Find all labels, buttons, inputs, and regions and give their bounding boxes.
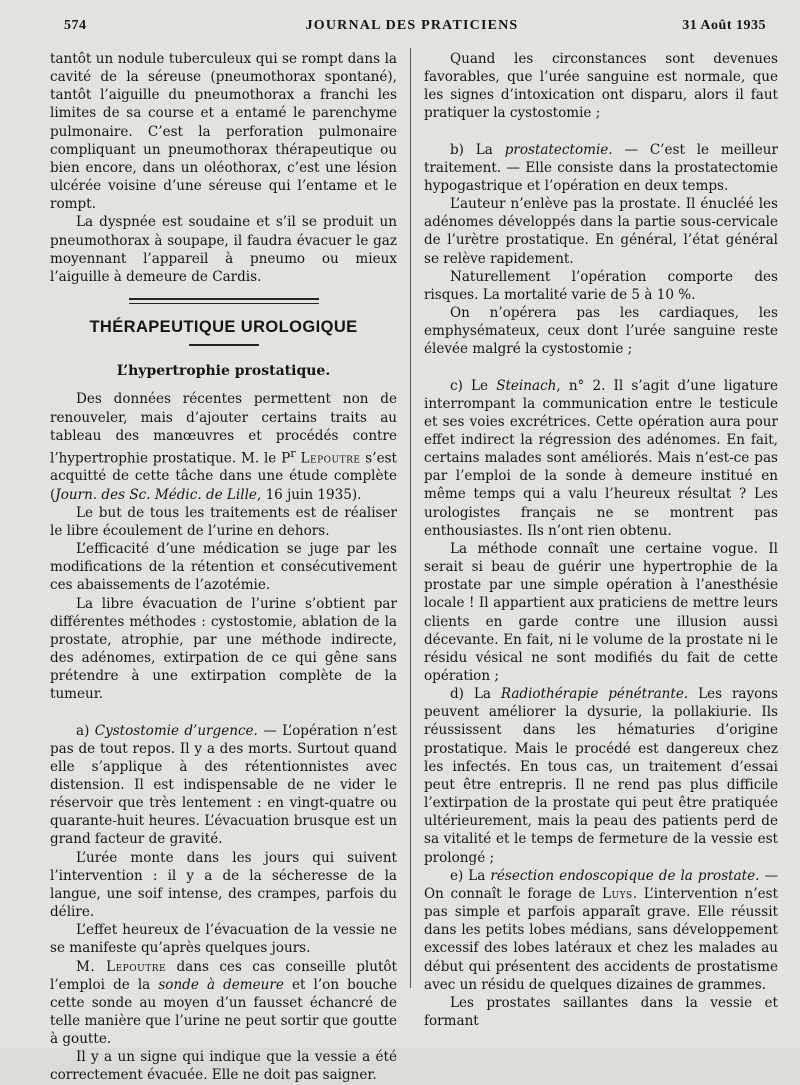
item-heading: Cystostomie d’urgence. [94, 722, 258, 739]
title-underline [189, 344, 259, 346]
list-item-c: c) Le Steinach, n° 2. Il s’agit d’une ligature interrompant la communication entre le testicule et ses voies excrétrices. Cette opération aura pour effet indirect la régression des adénomes. En fait, certains malades sont améliorés. Mais n’est-ce pas par l’emploi de la sonde à demeure institué en même temps qui a valu l’heureux résultat ? Les urologistes français ne se montrent pas enthousiastes. Ils n’ont rien obtenu. [424, 377, 778, 539]
item-heading: prostatectomie. [504, 141, 613, 158]
list-item-d: d) La Radiothérapie pénétrante. Les rayons peuvent améliorer la dysurie, la pollakiurie. Ils réussissent dans les hématuries d’origine prostatique. Mais le procédé est dangereux chez les infectés. En tous cas, un traitement d’essai peut être entrepris. Il ne rend pas plus difficile l’extirpation de la prostate qui peut être pratiquée ultérieurement, mais la peau des patients perd de sa vitalité et le temps de fermeture de la vessie est prolongé ; [424, 686, 778, 866]
item-heading: Radiothérapie pénétrante. [500, 686, 689, 703]
item-heading: résection endoscopique de la prostate. [490, 867, 760, 884]
section-separator [129, 298, 319, 304]
paragraph: L’efficacité d’une médication se juge par les modifications de la rétention et consécutivement ces abaissements de l’azotémie. [50, 541, 397, 594]
paragraph: Quand les circonstances sont devenues favorables, que l’urée sanguine est normale, que les signes d’intoxication ont disparu, alors il faut pratiquer la cystostomie ; [424, 51, 778, 122]
issue-date: 31 Août 1935 [682, 18, 766, 33]
paragraph: L’effet heureux de l’évacuation de la vessie ne se manifeste qu’après quelques jours. [50, 922, 397, 957]
source-title: Journ. des Sc. Médic. de Lille [55, 486, 257, 503]
journal-title: JOURNAL DES PRATICIENS [305, 18, 519, 33]
list-item-e: e) La résection endoscopique de la prostate. — On connaît le forage de Luys. L’intervention n’est pas simple et parfois apparaît grave. Elle réussit dans les petits lobes médians, sans développement excessif des lobes latéraux et chez les malades au début qui présentent des accidents de prostatisme avec un résidu de quelques dizaines de grammes. [424, 867, 778, 993]
paragraph: L’auteur n’enlève pas la prostate. Il énucléé les adénomes développés dans la partie sous-cervicale de l’urètre prostatique. En général, l’état général se relève rapidement. [424, 196, 778, 267]
paragraph: Naturellement l’opération comporte des risques. La mortalité varie de 5 à 10 %. [424, 268, 778, 303]
section-title: THÉRAPEUTIQUE UROLOGIQUE [89, 318, 358, 337]
paragraph: La méthode connaît une certaine vogue. Il serait si beau de guérir une hypertrophie de la prostate par une simple opération à l’anesthésie locale ! Il appartient aux praticiens de mettre leurs clients en garde contre une illusion aussi décevante. En fait, ni le volume de la prostate ni le résidu vésical ne sont modifiés du fait de cette opération ; [424, 540, 778, 684]
paragraph: La dyspnée est soudaine et s’il se produit un pneumothorax à soupape, il faudra évacuer le gaz moyennant l’appareil à pneumo ou mieux l’aiguille à demeure de Cardis. [50, 214, 397, 285]
column-divider [410, 48, 411, 988]
paragraph: La libre évacuation de l’urine s’obtient par différentes méthodes : cystostomie, ablation de la prostate, atrophie, par une méthode indirecte, des adénomes, extirpation de ce qui gêne sans prétendre à une extirpation complète de la tumeur. [50, 595, 397, 703]
list-item-b: b) La prostatectomie. — C’est le meilleur traitement. — Elle consiste dans la prostatectomie hypogastrique et l’opération en deux temps. [424, 141, 778, 194]
item-heading: Steinach [496, 377, 557, 394]
left-column [50, 50, 397, 1085]
author-name: Lepoutre [300, 450, 361, 467]
right-column [424, 50, 778, 1030]
author-name: M. Lepoutre [76, 958, 167, 975]
paragraph: M. Lepoutre dans ces cas conseille plutôt l’emploi de la sonde à demeure et l’on bouche cette sonde au moyen d’un fausset échancré de telle manière que l’urine ne peut sortir que goutte à goutte. [50, 958, 398, 1048]
person-name: Luys [601, 885, 633, 902]
paragraph: Le but de tous les traitements est de réaliser le libre écoulement de l’urine en dehors. [50, 504, 397, 539]
paragraph: L’urée monte dans les jours qui suivent l’intervention : il y a de la sécheresse de la langue, une soif intense, des crampes, parfois du délire. [50, 849, 397, 921]
term: sonde à demeure [158, 976, 284, 993]
paragraph: Des données récentes permettent non de renouveler, mais d’ajouter certains traits au tableau des manœuvres et procédés contre l’hypertrophie prostatique. M. le $P^r$ Lepoutre s’est acquitté de cette tâche dans une étude complète (Journ. des Sc. Médic. de Lille, 16 juin 1935). [50, 391, 397, 503]
paragraph: Les prostates saillantes dans la vessie et formant [424, 994, 778, 1029]
page-number: 574 [64, 18, 87, 33]
paragraph: tantôt un nodule tuberculeux qui se rompt dans la cavité de la séreuse (pneumothorax spontané), tantôt l’aiguille du pneumothorax a franchi les limites de sa course et a entamé le parenchyme pulmonaire. C’est la perforation pulmonaire compliquant un pneumothorax thérapeutique ou bien encore, dans un oléothorax, c’est une lésion ulcérée voisine d’une séreuse qui l’entame et le rompt. [50, 51, 397, 213]
list-item-a: a) Cystostomie d’urgence. — L’opération n’est pas de tout repos. Il y a des morts. Surtout quand elle s’applique à des rétentionnistes avec distension. Il est indispensable de ne vider le réservoir que très lentement : en vingt-quatre ou quarante-huit heures. L’évacuation brusque est un grand facteur de gravité. [50, 722, 397, 848]
article-title: L’hypertrophie prostatique. [116, 363, 331, 380]
page-header [58, 14, 766, 38]
paragraph: On n’opérera pas les cardiaques, les emphysémateux, ceux dont l’urée sanguine reste élevée malgré la cystostomie ; [424, 305, 778, 358]
paragraph: Il y a un signe qui indique que la vessie a été correctement évacuée. Elle ne doit pas saigner. [50, 1049, 397, 1084]
